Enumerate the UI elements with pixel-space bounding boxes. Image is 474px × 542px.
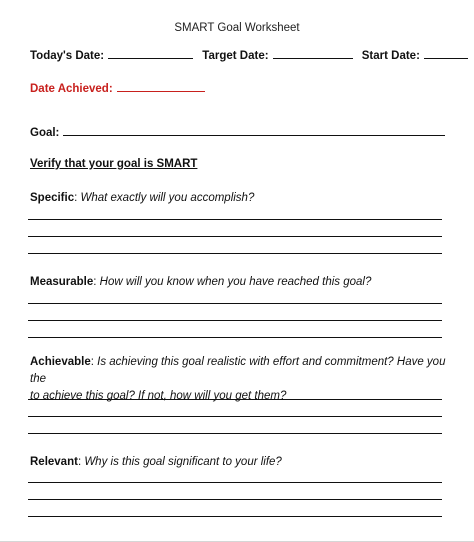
start-date-label: Start Date: xyxy=(361,50,420,62)
measurable-label: Measurable xyxy=(30,276,94,288)
relevant-answer-line[interactable] xyxy=(28,482,442,483)
measurable-prompt: How will you know when you have reached this goal? xyxy=(99,276,372,288)
todays-date-field[interactable] xyxy=(108,47,193,59)
relevant-answer-line[interactable] xyxy=(28,516,442,517)
target-date-label: Target Date: xyxy=(202,50,269,62)
page-title: SMART Goal Worksheet xyxy=(174,22,300,34)
measurable-answer-line[interactable] xyxy=(28,337,442,338)
specific-label: Specific xyxy=(30,192,75,204)
measurable-prompt-row: Measurable: How will you know when you have reached this goal? xyxy=(30,276,372,288)
dates-row xyxy=(30,47,468,62)
target-date-field[interactable] xyxy=(273,47,353,59)
date-achieved-row xyxy=(30,80,205,95)
measurable-answer-line[interactable] xyxy=(28,320,442,321)
goal-row xyxy=(30,124,445,139)
specific-answer-line[interactable] xyxy=(28,236,442,237)
relevant-prompt: Why is this goal significant to your life? xyxy=(84,456,282,468)
achievable-answer-line[interactable] xyxy=(28,433,442,434)
achievable-answer-line[interactable] xyxy=(28,416,442,417)
measurable-answer-line[interactable] xyxy=(28,303,442,304)
relevant-prompt-row: Relevant: Why is this goal significant to your life? xyxy=(30,456,282,468)
specific-prompt: What exactly will you accomplish? xyxy=(80,192,255,204)
todays-date-label: Today's Date: xyxy=(30,50,105,62)
specific-answer-line[interactable] xyxy=(28,253,442,254)
achievable-answer-line[interactable] xyxy=(28,399,442,400)
relevant-answer-line[interactable] xyxy=(28,499,442,500)
achievable-prompt-block xyxy=(30,354,450,405)
specific-answer-line[interactable] xyxy=(28,219,442,220)
date-achieved-label: Date Achieved: xyxy=(30,83,113,95)
achievable-label: Achievable xyxy=(30,356,91,368)
start-date-field[interactable] xyxy=(424,47,468,59)
date-achieved-field[interactable] xyxy=(117,80,205,92)
achievable-prompt-line: to achieve this goal? If not, how will you get them? xyxy=(30,390,287,402)
achievable-prompt-line: Achievable: Is achieving this goal realistic with effort and commitment? Have you the xyxy=(30,356,446,385)
goal-field[interactable] xyxy=(63,124,445,136)
goal-label: Goal: xyxy=(30,127,60,139)
verify-heading: Verify that your goal is SMART xyxy=(30,158,198,170)
relevant-label: Relevant xyxy=(30,456,78,468)
specific-prompt-row: Specific: What exactly will you accomplish? xyxy=(30,192,255,204)
